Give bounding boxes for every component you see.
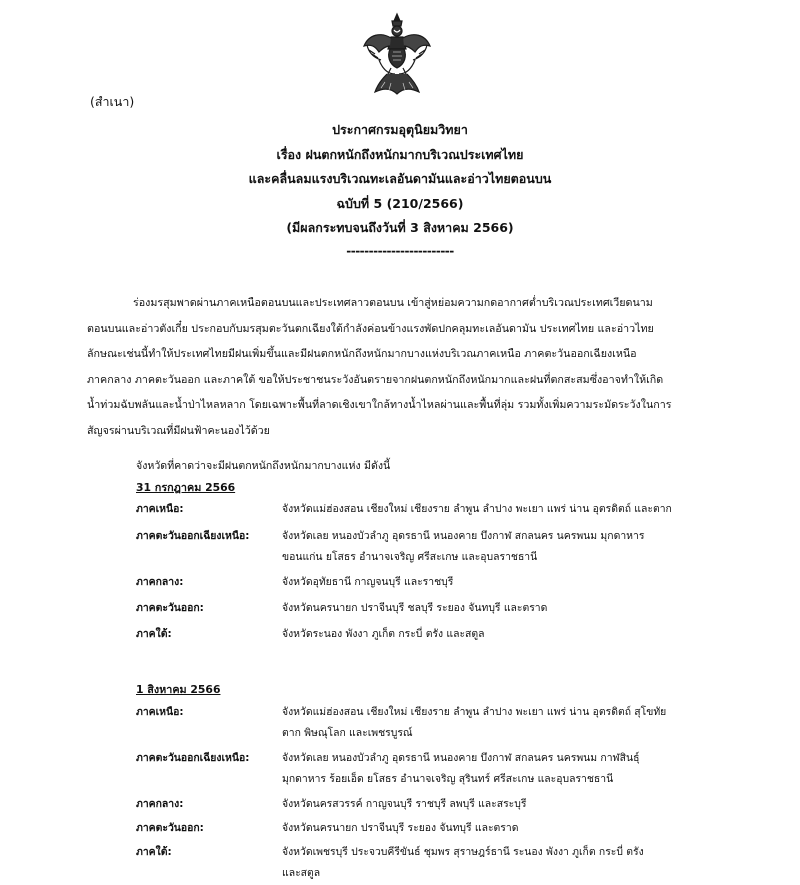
province-list — [282, 499, 742, 520]
province-list — [282, 818, 742, 839]
subject-line: เรื่อง ฝนตกหนักถึงหนักมากบริเวณประเทศไทย — [276, 146, 524, 162]
province-line: ตาก พิษณุโลก และเพชรบูรณ์ — [282, 727, 413, 739]
province-list — [282, 702, 742, 744]
paragraph-line: ภาคกลาง ภาคตะวันออก และภาคใต้ ขอให้ประชาชนระวังอันตรายจากฝนตกหนักถึงหนักมากและฝนที่ตกสะสมซึ่งอาจทำให้เกิด — [87, 372, 664, 386]
region-label: ภาคตะวันออก: — [136, 822, 204, 834]
effective-date: (มีผลกระทบจนถึงวันที่ 3 สิงหาคม 2566) — [286, 220, 514, 236]
region-label: ภาคตะวันออกเฉียงเหนือ: — [136, 752, 250, 764]
copy-mark: (สำเนา) — [90, 94, 135, 109]
province-list — [282, 748, 742, 790]
province-line: จังหวัดนครสวรรค์ กาญจนบุรี ราชบุรี ลพบุรี และสระบุรี — [282, 798, 527, 810]
body-paragraph — [87, 290, 730, 444]
garuda-emblem-icon — [361, 12, 433, 100]
region-label: ภาคเหนือ: — [136, 503, 184, 515]
province-line: จังหวัดเลย หนองบัวลำภู อุดรธานี หนองคาย บึงกาฬ สกลนคร นครพนม กาฬสินธุ์ — [282, 752, 640, 764]
province-list — [282, 598, 742, 619]
region-label: ภาคใต้: — [136, 628, 172, 640]
paragraph-line: ตอนบนและอ่าวตังเกี๋ย ประกอบกับมรสุมตะวันตกเฉียงใต้กำลังค่อนข้างแรงพัดปกคลุมทะเลอันดามัน ประเทศไทย และอ่าวไทย — [87, 321, 654, 335]
province-line: จังหวัดเพชรบุรี ประจวบคีรีขันธ์ ชุมพร สุราษฎร์ธานี ระนอง พังงา ภูเก็ต กระบี่ ตรัง — [282, 846, 644, 858]
province-line: จังหวัดเลย หนองบัวลำภู อุดรธานี หนองคาย บึงกาฬ สกลนคร นครพนม มุกดาหาร — [282, 530, 645, 542]
province-line: ขอนแก่น ยโสธร อำนาจเจริญ ศรีสะเกษ และอุบลราชธานี — [282, 551, 538, 563]
province-line: จังหวัดนครนายก ปราจีนบุรี ระยอง จันทบุรี และตราด — [282, 822, 519, 834]
province-list — [282, 794, 742, 815]
province-line: จังหวัดแม่ฮ่องสอน เชียงใหม่ เชียงราย ลำพูน ลำปาง พะเยา แพร่ น่าน อุตรดิตถ์ และตาก — [282, 503, 672, 515]
paragraph-line: สัญจรผ่านบริเวณที่มีฝนฟ้าคะนองไว้ด้วย — [87, 423, 270, 437]
region-label: ภาคใต้: — [136, 846, 172, 858]
province-line: จังหวัดแม่ฮ่องสอน เชียงใหม่ เชียงราย ลำพูน ลำปาง พะเยา แพร่ น่าน อุตรดิตถ์ สุโขทัย — [282, 706, 667, 718]
province-list — [282, 526, 742, 568]
region-label: ภาคกลาง: — [136, 576, 184, 588]
province-line: และสตูล — [282, 867, 321, 879]
issue-number: ฉบับที่ 5 (210/2566) — [336, 195, 464, 211]
announcement-heading — [0, 118, 800, 261]
region-label: ภาคตะวันออกเฉียงเหนือ: — [136, 530, 250, 542]
province-list — [282, 624, 742, 645]
province-line: มุกดาหาร ร้อยเอ็ด ยโสธร อำนาจเจริญ สุรินทร์ ศรีสะเกษ และอุบลราชธานี — [282, 773, 614, 785]
paragraph-line: ลักษณะเช่นนี้ทำให้ประเทศไทยมีฝนเพิ่มขึ้นและมีฝนตกหนักถึงหนักมากบางแห่งบริเวณภาคเหนือ ภาคตะวันออกเฉียงเหนือ — [87, 347, 637, 361]
paragraph-line: ร่องมรสุมพาดผ่านภาคเหนือตอนบนและประเทศลาวตอนบน เข้าสู่หย่อมความกดอากาศต่ำบริเวณประเทศเวียดนาม — [133, 296, 653, 309]
province-list — [282, 572, 742, 593]
region-label: ภาคตะวันออก: — [136, 602, 204, 614]
province-line: จังหวัดอุทัยธานี กาญจนบุรี และราชบุรี — [282, 576, 454, 588]
region-label: ภาคกลาง: — [136, 798, 184, 810]
province-list — [282, 842, 742, 884]
region-label: ภาคเหนือ: — [136, 706, 184, 718]
forecast-intro: จังหวัดที่คาดว่าจะมีฝนตกหนักถึงหนักมากบางแห่ง มีดังนี้ — [136, 460, 391, 472]
divider-rule: ------------------------ — [346, 243, 454, 258]
paragraph-line: น้ำท่วมฉับพลันและน้ำป่าไหลหลาก โดยเฉพาะพื้นที่ลาดเชิงเขาใกล้ทางน้ำไหลผ่านและพื้นที่ลุ่ม รวมทั้งเพิ่มความระมัดระวังในการ — [87, 398, 672, 412]
announcement-title: ประกาศกรมอุตุนิยมวิทยา — [332, 122, 468, 137]
province-line: จังหวัดนครนายก ปราจีนบุรี ชลบุรี ระยอง จันทบุรี และตราด — [282, 602, 548, 614]
forecast-date: 1 สิงหาคม 2566 — [136, 683, 221, 696]
forecast-date: 31 กรกฎาคม 2566 — [136, 481, 236, 494]
subject-line: และคลื่นลมแรงบริเวณทะเลอันดามันและอ่าวไทยตอนบน — [248, 171, 552, 187]
province-line: จังหวัดระนอง พังงา ภูเก็ต กระบี่ ตรัง และสตูล — [282, 628, 485, 640]
